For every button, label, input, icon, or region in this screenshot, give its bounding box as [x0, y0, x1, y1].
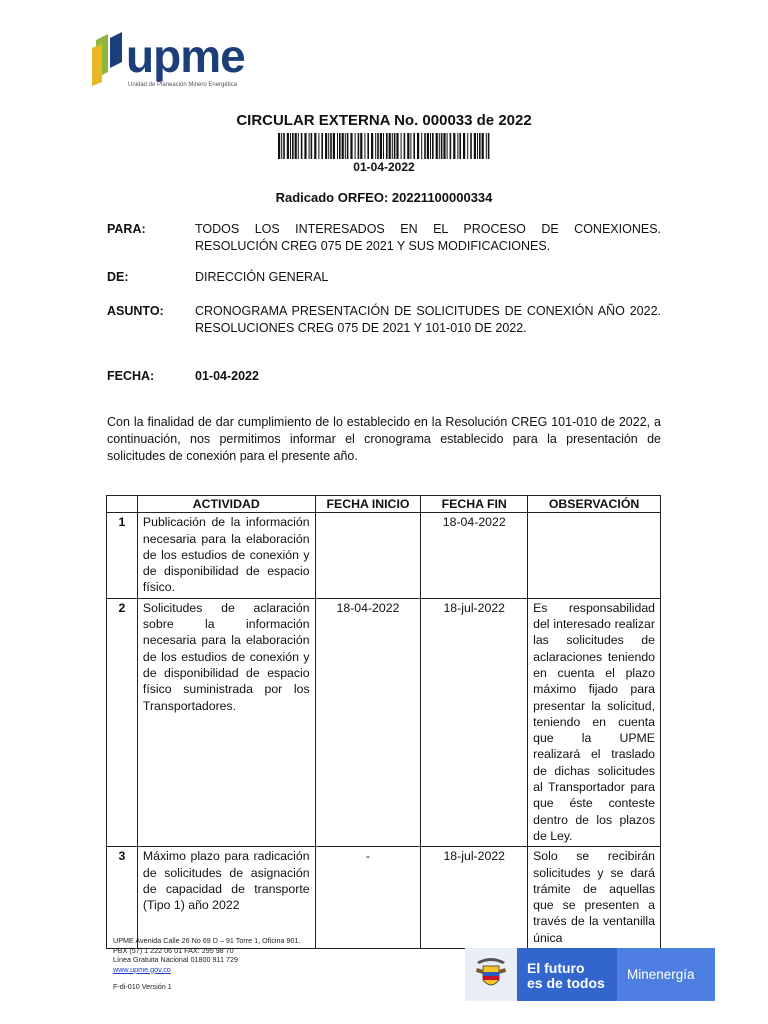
row-fecha-inicio: 18-04-2022	[315, 598, 421, 846]
row-actividad: Máximo plazo para radicación de solicitudes de asignación de capacidad de transporte (Tipo 1) año 2022	[137, 847, 315, 949]
row-observacion	[528, 513, 661, 598]
gov-slogan-line1: El futuro	[527, 960, 585, 976]
para-value: TODOS LOS INTERESADOS EN EL PROCESO DE CONEXIONES. RESOLUCIÓN CREG 075 DE 2021 Y SUS MODIFICACIONES.	[195, 222, 661, 253]
row-fecha-fin: 18-04-2022	[421, 513, 528, 598]
table-header-row	[107, 496, 661, 513]
row-observacion: Es responsabilidad del interesado realizar las solicitudes de aclaraciones teniendo en cuenta el plazo máximo fijado para presentar la solicitud, teniendo en cuenta que la UPME realizará el traslado de dichas solicitudes al Transportador para que éste conteste dentro de los plazos de Ley.	[528, 598, 661, 846]
form-code: F-di-010 Versión 1	[113, 982, 172, 991]
table-row	[107, 847, 661, 949]
footer-line-phone: PBX (57) 1 222 06 01 FAX: 295 98 70	[113, 945, 234, 955]
footer-website-link[interactable]: www.upme.gov.co	[113, 964, 171, 974]
row-fecha-inicio: -	[315, 847, 421, 949]
logo-wordmark: upme	[126, 30, 245, 82]
colombia-coat-of-arms-icon	[473, 954, 509, 994]
gov-slogan-line2: es de todos	[527, 975, 605, 991]
footer-address	[113, 936, 301, 974]
upme-leaf-icon	[92, 32, 126, 88]
row-actividad: Publicación de la información necesaria para la elaboración de los estudios de conexión y de disponibilidad de espacio físico.	[137, 513, 315, 598]
government-banner	[465, 948, 715, 1001]
intro-paragraph: Con la finalidad de dar cumplimiento de lo establecido en la Resolución CREG 101-010 de 2022, a continuación, nos permitimos informar el cronograma establecido para la presentación de solicitudes de conexión para el presente año.	[107, 415, 661, 463]
footer-line-hotline: Línea Gratuita Nacional 01800 911 729	[113, 955, 238, 964]
barcode-date: 01-04-2022	[353, 160, 415, 174]
row-fecha-fin: 18-jul-2022	[421, 598, 528, 846]
table-row	[107, 598, 661, 846]
row-fecha-inicio	[315, 513, 421, 598]
ministry-name: Minenergía	[627, 967, 695, 982]
barcode-image	[278, 133, 492, 159]
gov-slogan	[527, 961, 605, 991]
logo-tagline: Unidad de Planeación Minero Energética	[128, 82, 238, 88]
fecha-label: FECHA:	[107, 369, 155, 383]
row-number: 1	[107, 513, 138, 598]
schedule-table	[106, 495, 661, 949]
radicado-number: Radicado ORFEO: 20221100000334	[275, 190, 493, 205]
de-label: DE:	[107, 270, 129, 284]
header-observacion: OBSERVACIÓN	[528, 496, 661, 513]
asunto-value: CRONOGRAMA PRESENTACIÓN DE SOLICITUDES DE CONEXIÓN AÑO 2022. RESOLUCIONES CREG 075 DE 2021 Y 101-010 DE 2022.	[195, 304, 661, 335]
header-fecha-inicio: FECHA INICIO	[315, 496, 421, 513]
row-observacion: Solo se recibirán solicitudes y se dará trámite de aquellas que se presenten a través de la ventanilla única	[528, 847, 661, 949]
upme-logo	[92, 30, 245, 96]
footer-line-address: UPME Avenida Calle 26 No 69 D – 91 Torre 1, Oficina 901.	[113, 936, 301, 945]
header-fecha-fin: FECHA FIN	[421, 496, 528, 513]
header-number	[107, 496, 138, 513]
de-value: DIRECCIÓN GENERAL	[195, 270, 329, 284]
row-number: 3	[107, 847, 138, 949]
row-fecha-fin: 18-jul-2022	[421, 847, 528, 949]
document-title: CIRCULAR EXTERNA No. 000033 de 2022	[236, 112, 532, 129]
row-actividad: Solicitudes de aclaración sobre la información necesaria para la elaboración de los estudios de conexión y de disponibilidad de espacio físico suministrada por los Transportadores.	[137, 598, 315, 846]
row-number: 2	[107, 598, 138, 846]
fecha-value: 01-04-2022	[195, 369, 259, 383]
header-actividad: ACTIVIDAD	[137, 496, 315, 513]
table-row	[107, 513, 661, 598]
asunto-label: ASUNTO:	[107, 304, 164, 318]
para-label: PARA:	[107, 222, 146, 236]
